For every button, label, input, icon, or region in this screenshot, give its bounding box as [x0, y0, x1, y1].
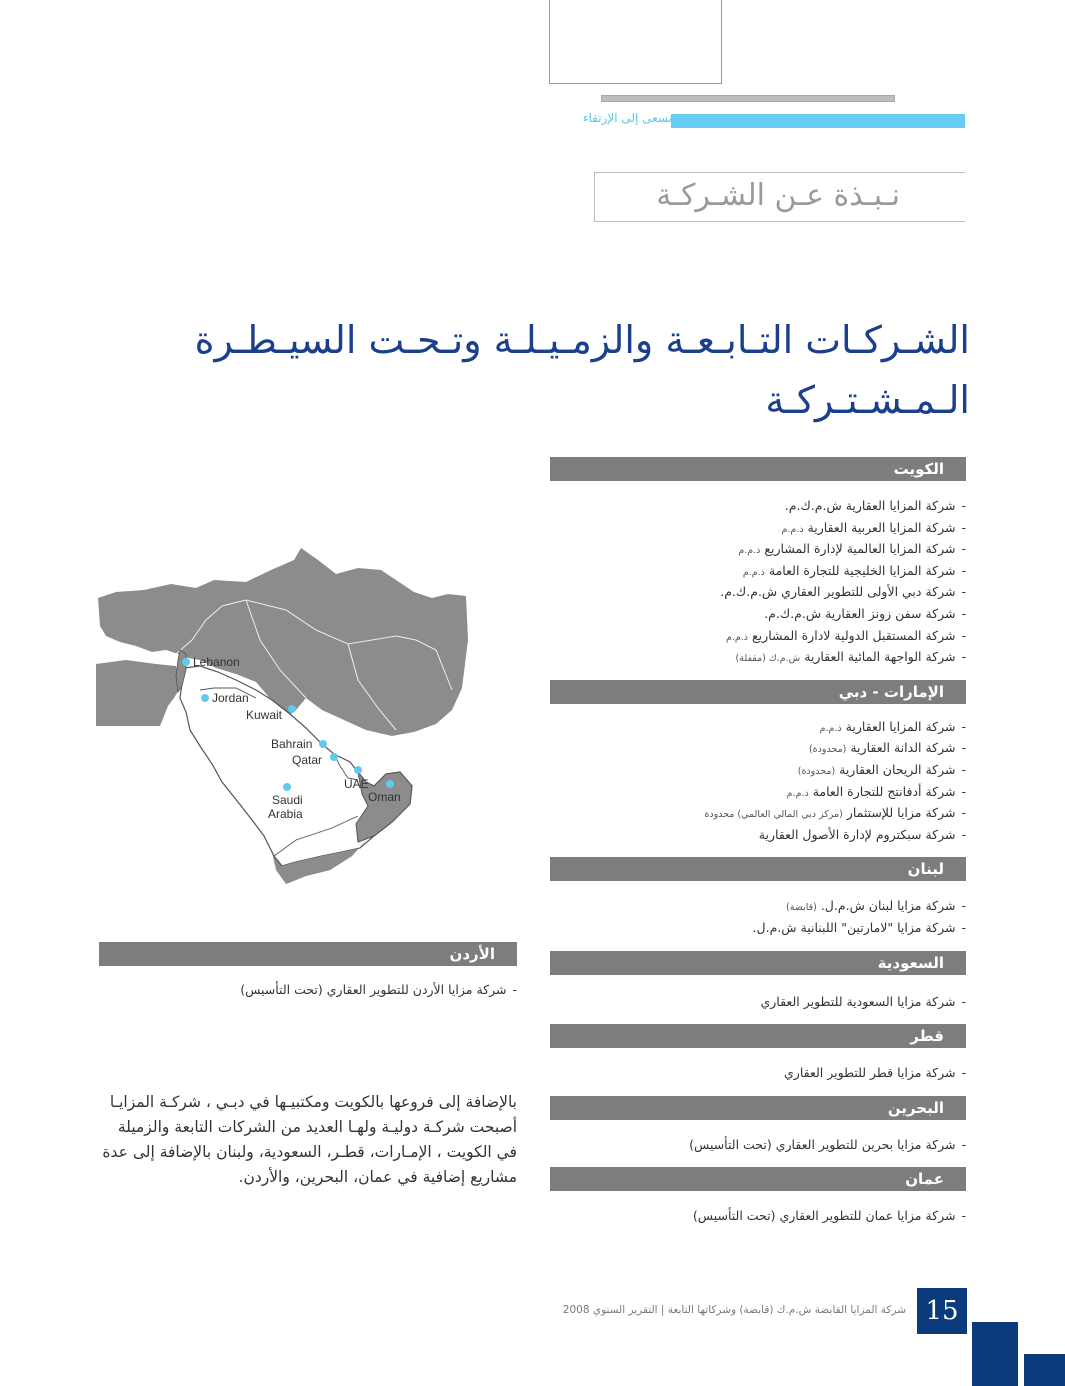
country-header: قطر — [550, 1024, 966, 1048]
company-name: شركة مزايا بحرين للتطوير العقاري (تحت التأسيس) — [689, 1136, 956, 1152]
company-item — [550, 917, 966, 939]
map-label-bahrain: Bahrain — [271, 737, 313, 751]
country-header: لبنان — [550, 857, 966, 881]
company-name: شركة سبكتروم لإدارة الأصول العقارية — [758, 826, 956, 842]
list-bullet: - — [961, 519, 966, 535]
map-label-qatar: Qatar — [292, 753, 323, 767]
country-header: الكويت — [550, 457, 966, 481]
company-legal-form: ذ.م.م — [819, 722, 842, 734]
company-list — [550, 991, 966, 1013]
company-name: شركة الواجهة المائية العقارية — [800, 649, 956, 665]
company-item — [550, 517, 966, 539]
company-name: شركة مزايا قطر للتطوير العقاري — [784, 1065, 956, 1081]
company-name: شركة مزايا للإستثمار — [842, 805, 956, 821]
map-dot-qatar — [330, 753, 338, 761]
map-dot-uae — [354, 766, 362, 774]
country-group — [550, 951, 966, 1013]
company-item — [550, 581, 966, 603]
map-label-jordan: Jordan — [212, 691, 249, 705]
map-label-saudi-1: Saudi — [272, 793, 303, 807]
company-name: شركة المزايا الخليجية للتجارة العامة — [764, 562, 956, 578]
company-name: شركة دبي الأولى للتطوير العقاري ش.م.ك.م. — [720, 584, 956, 600]
company-name: شركة أدفانتج للتجارة العامة — [808, 783, 956, 799]
company-item — [550, 895, 966, 917]
company-legal-form: (مركز دبي المالي العالمي) محدودة — [704, 809, 843, 821]
company-item — [550, 802, 966, 824]
list-bullet: - — [961, 562, 966, 578]
company-legal-form: ش.م.ك (مقفلة) — [735, 653, 801, 665]
company-item — [550, 1205, 966, 1227]
map-dot-kuwait — [288, 705, 296, 713]
map-dot-bahrain — [319, 740, 327, 748]
country-header: البحرين — [550, 1096, 966, 1120]
company-legal-form: ذ.م.م — [726, 631, 749, 643]
list-bullet: - — [961, 627, 966, 643]
country-group — [550, 1167, 966, 1227]
country-header: الأردن — [99, 942, 517, 966]
country-group — [550, 1024, 966, 1084]
country-header: الإمارات - دبي — [550, 680, 966, 704]
list-bullet: - — [961, 718, 966, 734]
company-item — [550, 560, 966, 582]
country-groups — [550, 457, 966, 1239]
company-list — [99, 979, 517, 1001]
company-item — [550, 1062, 966, 1084]
company-name: شركة مزايا السعودية للتطوير العقاري — [760, 993, 956, 1009]
map-dot-lebanon — [182, 658, 190, 666]
company-name: شركة مزايا عمان للتطوير العقاري (تحت التأسيس) — [692, 1208, 956, 1224]
company-item — [550, 991, 966, 1013]
company-name: شركة سفن زونز العقارية ش.م.ك.م. — [764, 605, 956, 621]
company-item — [550, 759, 966, 781]
map-label-lebanon: Lebanon — [193, 655, 240, 669]
company-name: شركة المزايا العقارية — [841, 718, 956, 734]
list-bullet: - — [961, 584, 966, 600]
company-legal-form: (قابضة) — [786, 902, 817, 914]
slogan-bar — [671, 114, 965, 128]
company-legal-form: ذ.م.م — [742, 566, 765, 578]
list-bullet: - — [512, 982, 517, 997]
map-label-saudi-2: Arabia — [268, 807, 303, 821]
company-item — [550, 716, 966, 738]
list-bullet: - — [961, 649, 966, 665]
company-legal-form: (محدودة) — [808, 744, 847, 756]
slogan: نسعى إلى الإرتقاء — [582, 111, 672, 125]
company-list — [550, 716, 966, 846]
country-header: عمان — [550, 1167, 966, 1191]
list-bullet: - — [961, 740, 966, 756]
country-group — [550, 857, 966, 938]
company-legal-form: ذ.م.م — [781, 523, 804, 535]
list-bullet: - — [961, 1208, 966, 1224]
footer-block — [972, 1322, 1018, 1386]
list-bullet: - — [961, 805, 966, 821]
list-bullet: - — [961, 1136, 966, 1152]
company-legal-form: (محدودة) — [797, 765, 836, 777]
company-name: شركة المزايا العالمية لإدارة المشاريع — [760, 541, 956, 557]
list-bullet: - — [961, 919, 966, 935]
map-label-kuwait: Kuwait — [246, 708, 283, 722]
country-group — [550, 680, 966, 846]
list-bullet: - — [961, 898, 966, 914]
list-bullet: - — [961, 605, 966, 621]
company-name: شركة مزايا "لامارتين" اللبنانية ش.م.ل. — [752, 919, 956, 935]
company-list — [550, 495, 966, 668]
company-name: شركة الدانة العقارية — [846, 740, 956, 756]
map-dot-saudi — [283, 783, 291, 791]
company-item — [550, 625, 966, 647]
company-item — [550, 824, 966, 846]
company-name: شركة المزايا العقارية ش.م.ك.م. — [784, 498, 956, 513]
company-name: شركة الريحان العقارية — [835, 761, 956, 777]
section-title: نـبـذة عـن الشـركـة — [656, 178, 900, 213]
map-label-uae: UAE — [344, 777, 369, 791]
company-name: شركة مزايا الأردن للتطوير العقاري (تحت التأسيس) — [240, 982, 507, 997]
page-number: 15 — [917, 1288, 967, 1334]
map-label-oman: Oman — [368, 790, 401, 804]
list-bullet: - — [961, 826, 966, 842]
company-item — [550, 1134, 966, 1156]
company-item — [550, 495, 966, 517]
company-list — [550, 895, 966, 938]
company-item — [550, 737, 966, 759]
header-frame — [549, 0, 722, 84]
list-bullet: - — [961, 783, 966, 799]
footer-text: شركة المزايا القابضة ش.م.ك (قابضة) وشركاتها التابعة | التقرير السنوي 2008 — [562, 1304, 906, 1316]
list-bullet: - — [961, 761, 966, 777]
map-dot-oman — [386, 780, 394, 788]
company-item — [550, 538, 966, 560]
company-legal-form: ذ.م.م — [786, 787, 809, 799]
company-item — [550, 603, 966, 625]
company-name: شركة المزايا العربية العقارية — [803, 519, 956, 535]
footer-block — [1024, 1354, 1065, 1386]
intro-paragraph: بالإضافة إلى فروعها بالكويت ومكتبيـها في دبـي ، شركـة المزايـا أصبحت شركـة دوليـة ولهـا العديد من الشركات التابعة والزميلة في الكويت ، الإمـارات، قطـر، السعودية، ولبنان بالإضافة إلى عدة مشاريع إضافية في عمان، البحرين، والأردن. — [102, 1093, 517, 1186]
map-dot-jordan — [201, 694, 209, 702]
country-header: السعودية — [550, 951, 966, 975]
header-rule — [601, 95, 895, 102]
list-bullet: - — [961, 1065, 966, 1081]
country-group-jordan — [99, 942, 517, 1001]
company-list — [550, 1134, 966, 1156]
company-item — [550, 646, 966, 668]
company-name: شركة المستقبل الدولية لادارة المشاريع — [748, 627, 956, 643]
region-map — [96, 540, 470, 896]
company-legal-form: ذ.م.م — [738, 545, 761, 557]
list-bullet: - — [961, 541, 966, 557]
list-bullet: - — [961, 498, 966, 513]
company-item — [550, 781, 966, 803]
country-group — [550, 457, 966, 668]
company-item — [99, 979, 517, 1001]
company-list — [550, 1205, 966, 1227]
list-bullet: - — [961, 993, 966, 1009]
company-name: شركة مزايا لبنان ش.م.ل. — [816, 898, 956, 914]
country-group — [550, 1096, 966, 1156]
company-list — [550, 1062, 966, 1084]
page-title: الشـركـات التـابـعـة والزمـيـلـة وتـحـت السيـطـرة الـمـشـتـركـة — [194, 318, 970, 422]
